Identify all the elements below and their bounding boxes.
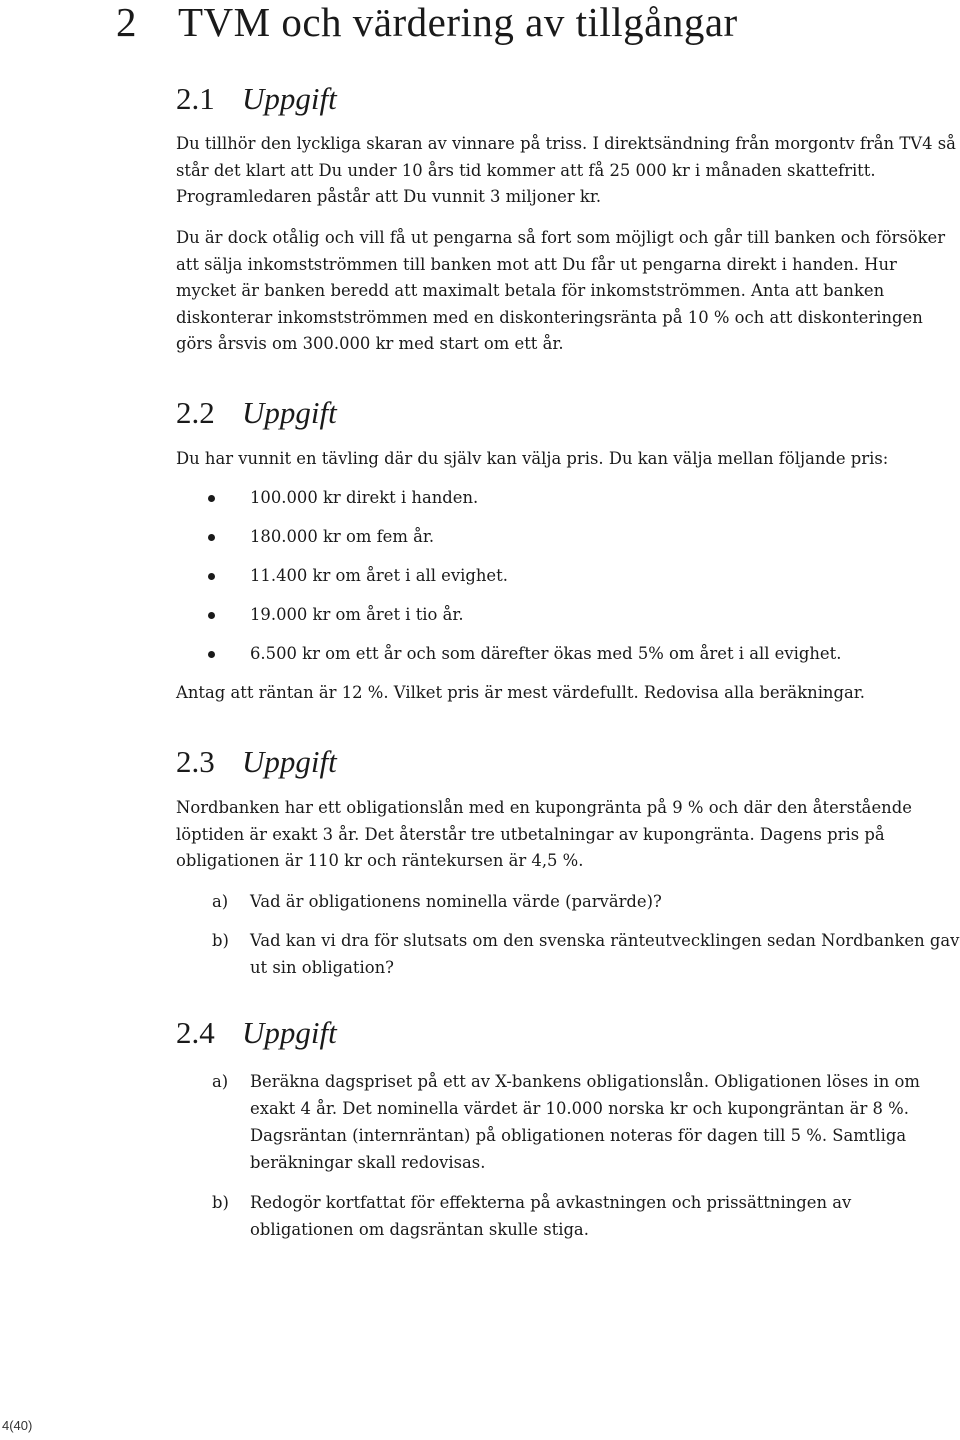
question-text: Vad är obligationens nominella värde (parvärde)? [250, 892, 662, 911]
list-item [176, 485, 960, 524]
section-title: Uppgift [242, 744, 337, 779]
question-text: Vad kan vi dra för slutsats om den svenska ränteutvecklingen sedan Nordbanken gav ut sin obligation? [250, 931, 960, 977]
question-item [176, 1189, 960, 1243]
paragraph: Nordbanken har ett obligationslån med en kupongränta på 9 % och där den återstående löptiden är exakt 3 år. Det återstår tre utbetalningar av kupongränta. Dagens pris på obligationen är 110 kr och räntekursen är 4,5 %. [176, 798, 912, 870]
bullet-icon [208, 573, 215, 580]
question-list [176, 1068, 960, 1243]
list-item [176, 563, 960, 602]
section-number: 2.2 [176, 395, 215, 430]
list-item-text: 100.000 kr direkt i handen. [250, 488, 479, 507]
question-label: b) [212, 1193, 229, 1212]
paragraph: Antag att räntan är 12 %. Vilket pris är mest värdefullt. Redovisa alla beräkningar. [176, 683, 865, 702]
list-item [176, 524, 960, 563]
section-heading-2-1 [176, 82, 337, 116]
section-heading-2-4 [176, 1016, 337, 1050]
bullet-icon [208, 495, 215, 502]
section-number: 2.3 [176, 744, 215, 779]
question-item [176, 927, 960, 981]
section-title: Uppgift [242, 395, 337, 430]
question-item [176, 888, 960, 915]
question-item [176, 1068, 960, 1176]
paragraph: Du är dock otålig och vill få ut pengarna så fort som möjligt och går till banken och försöker att sälja inkomstströmmen till banken mot att Du får ut pengarna direkt i handen. Hur mycket är banken beredd att maximalt betala för inkomstströmmen. Anta att banken diskonterar inkomstströmmen med en diskonteringsränta på 10 % och att diskonteringen görs årsvis om 300.000 kr med start om ett år. [176, 228, 946, 353]
list-item [176, 602, 960, 641]
paragraph: Du har vunnit en tävling där du själv kan välja pris. Du kan välja mellan följande pris: [176, 449, 889, 468]
page-number: 4(40) [2, 1418, 33, 1433]
section-title: Uppgift [242, 81, 337, 116]
question-label: b) [212, 931, 229, 950]
section-heading-2-3 [176, 745, 337, 779]
bullet-icon [208, 651, 215, 658]
list-item [176, 641, 960, 680]
prize-list [176, 485, 960, 680]
list-item-text: 19.000 kr om året i tio år. [250, 605, 464, 624]
section-number: 2.4 [176, 1015, 215, 1050]
question-text: Beräkna dagspriset på ett av X-bankens obligationslån. Obligationen löses in om exakt 4 år. Det nominella värdet är 10.000 norska kr och kupongräntan är 8 %. Dagsräntan (internräntan) på obligationen noteras för dagen till 5 %. Samtliga beräkningar skall redovisas. [250, 1072, 920, 1172]
chapter-heading [116, 0, 738, 44]
list-item-text: 180.000 kr om fem år. [250, 527, 435, 546]
section-number: 2.1 [176, 81, 215, 116]
bullet-icon [208, 534, 215, 541]
bullet-icon [208, 612, 215, 619]
section-title: Uppgift [242, 1015, 337, 1050]
paragraph: Du tillhör den lyckliga skaran av vinnare på triss. I direktsändning från morgontv från TV4 så står det klart att Du under 10 års tid kommer att få 25 000 kr i månaden skattefritt. Programledaren påstår att Du vunnit 3 miljoner kr. [176, 134, 956, 206]
list-item-text: 11.400 kr om året i all evighet. [250, 566, 508, 585]
chapter-title: TVM och värdering av tillgångar [178, 0, 738, 45]
list-item-text: 6.500 kr om ett år och som därefter ökas med 5% om året i all evighet. [250, 644, 842, 663]
question-label: a) [212, 1072, 229, 1091]
question-list [176, 888, 960, 981]
question-label: a) [212, 892, 229, 911]
section-heading-2-2 [176, 396, 337, 430]
chapter-number: 2 [116, 0, 137, 45]
question-text: Redogör kortfattat för effekterna på avkastningen och prissättningen av obligationen om dagsräntan skulle stiga. [250, 1193, 852, 1239]
